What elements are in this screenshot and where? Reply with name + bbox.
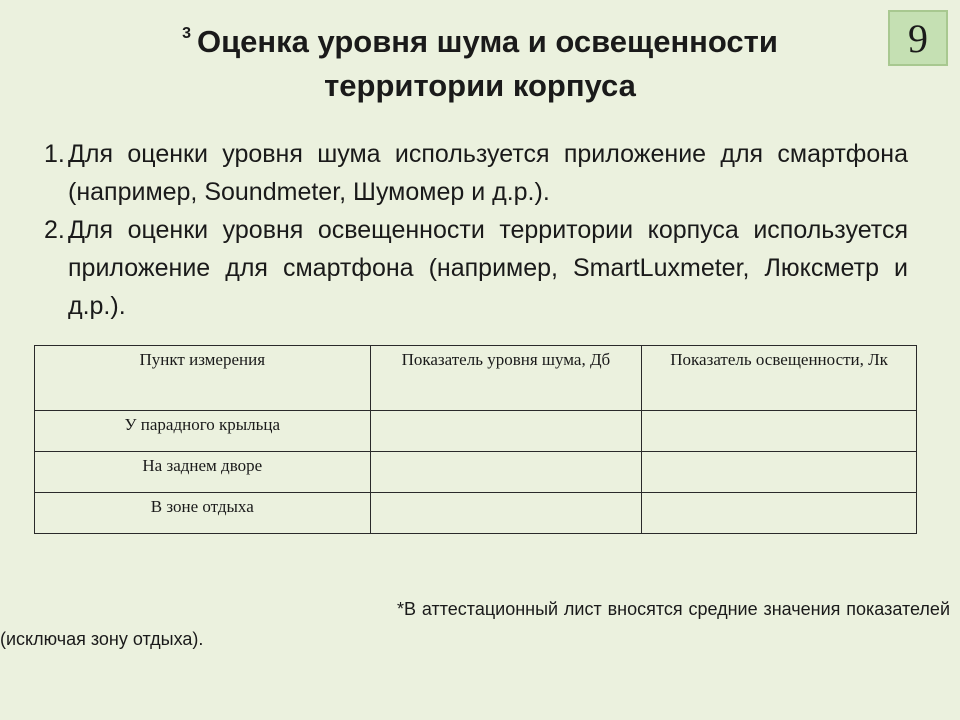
cell-point: В зоне отдыха: [35, 493, 371, 534]
table-header-row: [35, 346, 917, 411]
header-illumination: Показатель освещенности, Лк: [642, 346, 917, 411]
cell-illumination[interactable]: [642, 493, 917, 534]
list-item: [44, 135, 908, 211]
instruction-list: [44, 135, 908, 325]
footnote-text: *В аттестационный лист вносятся средние значения показателей (исключая зону отдыха).: [0, 599, 950, 649]
cell-point: На заднем дворе: [35, 452, 371, 493]
cell-illumination[interactable]: [642, 411, 917, 452]
footnote: [0, 594, 950, 654]
slide-title: [60, 12, 900, 108]
list-item-text: Для оценки уровня освещенности территории корпуса используется приложение для смартфона (например, SmartLuxmeter, Люксметр и д.р.).: [68, 216, 908, 320]
table-row: [35, 452, 917, 493]
cell-point: У парадного крыльца: [35, 411, 371, 452]
cell-noise[interactable]: [370, 452, 642, 493]
page-number-badge: 9: [888, 10, 948, 66]
cell-noise[interactable]: [370, 493, 642, 534]
header-measurement-point: Пункт измерения: [35, 346, 371, 411]
measurement-table: [34, 345, 917, 534]
title-line-1: [60, 12, 900, 64]
list-item-text: Для оценки уровня шума используется приложение для смартфона (например, Soundmeter, Шумомер и д.р.).: [68, 140, 908, 206]
list-marker: 2.: [44, 216, 65, 244]
header-noise-level: Показатель уровня шума, Дб: [370, 346, 642, 411]
title-line-2: территории корпуса: [324, 68, 636, 103]
title-text-1: Оценка уровня шума и освещенности: [196, 24, 778, 59]
list-marker: 1.: [44, 140, 65, 168]
list-item: [44, 211, 908, 325]
table-row: [35, 411, 917, 452]
section-number: 3: [182, 25, 191, 42]
cell-illumination[interactable]: [642, 452, 917, 493]
cell-noise[interactable]: [370, 411, 642, 452]
table-row: [35, 493, 917, 534]
